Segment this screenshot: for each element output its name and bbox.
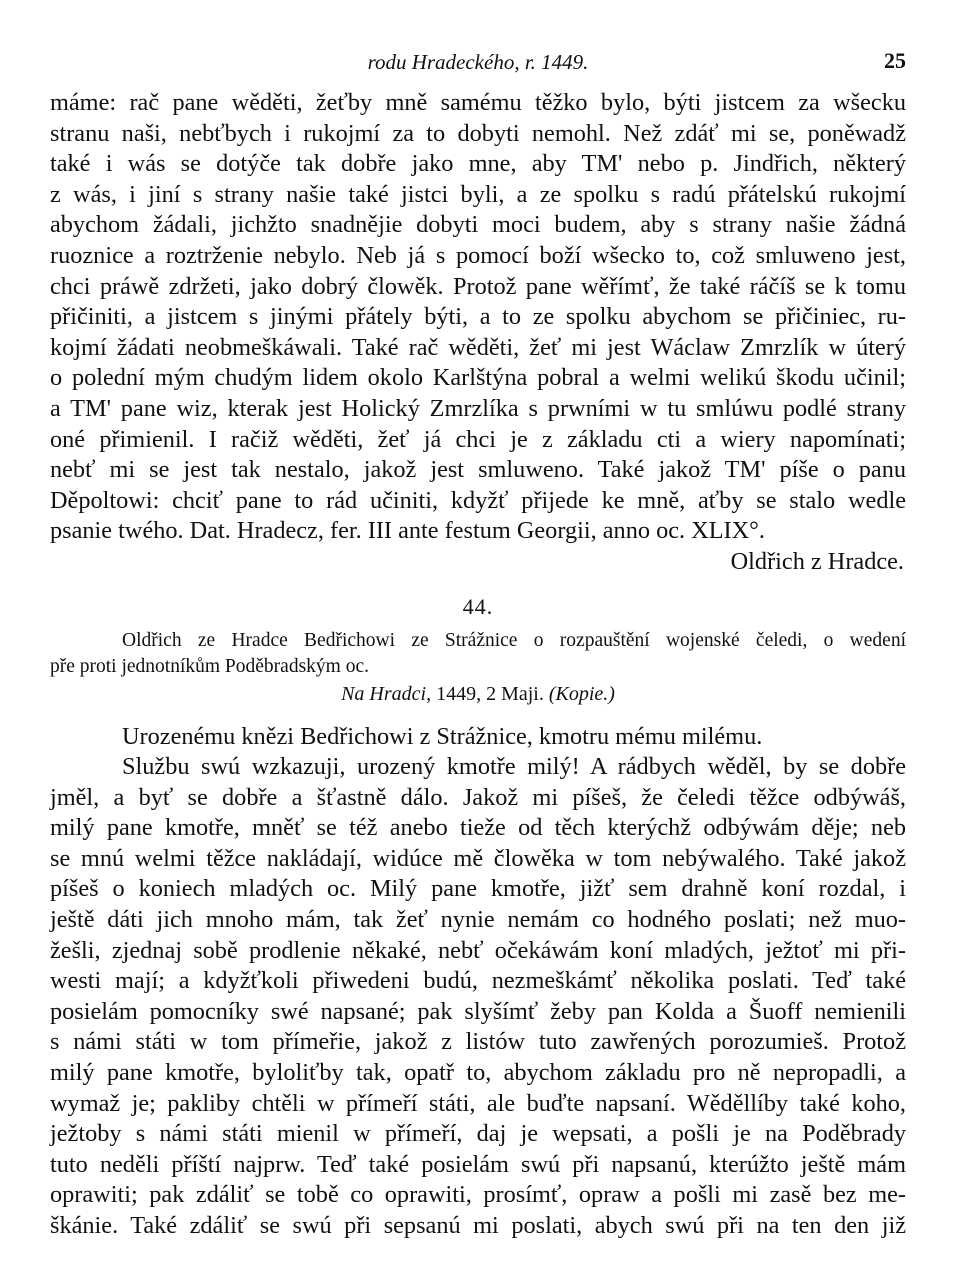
text-line: milý pane kmotře, mněť se též anebo tieže od těch kterýchž odbýwám děje; neb — [50, 814, 906, 842]
signature: Oldřich z Hradce. — [730, 547, 904, 575]
letter-body — [50, 752, 906, 1242]
running-title: rodu Hradeckého, r. 1449. — [367, 50, 589, 74]
text-line: škánie. Také zdáliť se swú při sepsanú mi poslati, abych swú při na ten den již — [50, 1212, 906, 1239]
text-line: s námi státi w tom přímeřie, jakož z listów tuto zawřených porozumieš. Protož — [50, 1028, 906, 1056]
dateline-place: Na Hradci, — [341, 682, 432, 705]
text-line: přičiniti, a jistcem s jinými přátely býti, a to ze spolku abychom se přičiniec, ru- — [50, 303, 906, 331]
dateline-date: 1449, 2 Maji. — [436, 682, 544, 705]
dateline — [50, 680, 906, 708]
document-number: 44. — [462, 593, 494, 619]
text-line: posielám pomocníky swé napsané; pak slyšímť žeby pan Kolda a Šuoff nemienili — [50, 997, 906, 1025]
text-line: žešli, zjednaj sobě prodlenie někaké, nebť očekáwám koní mladých, ježtoť mi při- — [50, 936, 906, 964]
text-line: jměl, a byť se dobře a šťastně dálo. Jakož mi píšeš, že čeledi těžce odbýwáš, — [50, 783, 906, 811]
page-number: 25 — [884, 48, 906, 73]
dateline-source: (Kopie.) — [548, 682, 615, 705]
text-line: psanie twého. Dat. Hradecz, fer. III ante festum Georgii, anno oc. XLIX°. — [50, 517, 765, 545]
text-line: oprawiti; pak zdáliť se tobě co oprawiti, prosímť, opraw a pošli mi zasě bez me- — [50, 1181, 906, 1209]
previous-letter-text — [50, 88, 906, 578]
text-line: chci práwě zdržeti, jako dobrý člowěk. Protož pane wěřímť, že také ráčíš se k tomu — [50, 272, 906, 300]
text-line: a TM' pane wiz, kterak jest Holický Zmrzlíka s prwními w tu smlúwu podlé strany — [50, 394, 906, 422]
text-line: stranu naši, nebťbych i rukojmí za to dobyti nemohl. Než zdáť mi se, poněwadž — [50, 119, 906, 147]
running-header — [50, 48, 906, 78]
text-line: oné přimienil. I račiž wěděti, žeť já chci je z základu cti a wiery napomínati; — [50, 425, 906, 453]
text-line: ruoznice a roztrženie nebylo. Neb já s pomocí boží wšecko to, což smluweno jest, — [50, 241, 906, 269]
text-line: milý pane kmotře, byloliťby tak, opatř to, abychom základu pro ně nepropadli, a — [50, 1059, 906, 1087]
text-line: nebť mi se jest tak nestalo, jakož jest smluweno. Také jakož TM' píše o panu — [50, 456, 906, 484]
summary-line: pře proti jednotníkům Poděbradským oc. — [50, 655, 369, 677]
text-line: ještě dáti jich mnoho mám, tak žeť nynie nemám co hodného poslati; než muo- — [50, 906, 906, 934]
text-line: máme: rač pane wěděti, žeťby mně samému těžko bylo, býti jistcem za wšecku — [50, 89, 906, 116]
text-line: píšeš o koniech mladých oc. Milý pane kmotře, jižť sem drahně koní rozdal, i — [50, 875, 906, 903]
text-line: tuto neděli příští najprw. Teď také posielám swú při napsanú, kterúžto ještě mám — [50, 1150, 906, 1178]
text-line: wymaž je; pakliby chtěli w přímeří státi, ale buďte napsaní. Wěděllíby také koho, — [50, 1089, 906, 1117]
text-line: westi mají; a kdyžťkoli přiwedeni budú, nezmeškámť několika poslati. Teď také — [50, 967, 906, 995]
summary-line: Oldřich ze Hradce Bedřichowi ze Strážnice o rozpauštění wojenské čeledi, o wedení — [122, 629, 906, 651]
text-line: z wás, i jiní s strany našie také jistci byli, a ze spolku s radú přátelskú rukojmí — [50, 180, 906, 208]
text-line: abychom žádali, jichžto snadnějie dobyti moci budem, aby s strany našie žádná — [50, 211, 906, 239]
letter-address — [50, 722, 906, 753]
document-summary — [50, 628, 906, 680]
text-line: kojmí žádati neobmeškáwali. Také rač wěděti, žeť mi jest Wáclaw Zmrzlík w úterý — [50, 333, 906, 361]
text-line: se mnú welmi těžce nakládají, widúce mě člowěka w tom nebýwalého. Také jakož — [50, 844, 906, 872]
text-line: Děpoltowi: chciť pane to rád učiniti, kdyžť přijede ke mně, aťby se stalo wedle — [50, 486, 906, 514]
address-line: Urozenému knězi Bedřichowi z Strážnice, kmotru mému milému. — [122, 722, 763, 750]
text-line: o polední mým chudým lidem okolo Karlštýna pobral a welmi welikú škodu učinil; — [50, 364, 906, 392]
text-line: Službu swú wzkazuji, urozený kmotře milý! A rádbych wěděl, by se dobře — [122, 753, 906, 781]
text-line: také i wás se dotýče tak dobře jako mne, aby TM' nebo p. Jindřich, některý — [50, 150, 906, 178]
text-line: ježtoby s námi státi mienil w přímeří, daj je wepsati, a pošli je na Poděbrady — [50, 1120, 906, 1148]
page — [50, 48, 906, 1242]
